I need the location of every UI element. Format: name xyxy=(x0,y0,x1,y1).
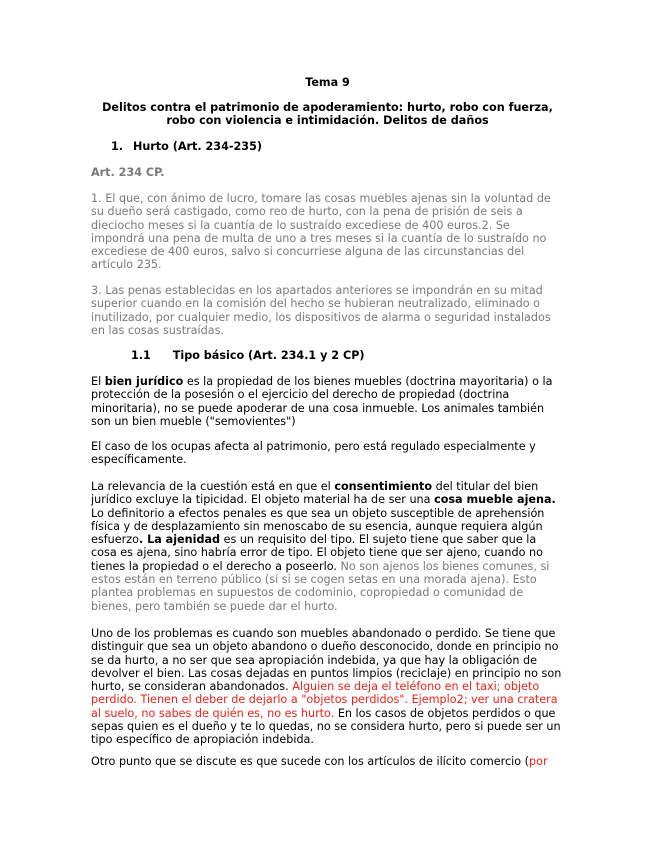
doc-subtitle-line2: robo con violencia e intimidación. Delitos de daños xyxy=(166,114,489,128)
red-example-text: Alguien se deja el teléfono en el taxi; objeto perdido. Tienen el deber de dejarlo a "objetos perdidos". Ejemplo2; ver una cratera al suelo, no sabes de quién es, no es hurto. xyxy=(91,680,558,720)
section-heading-1 xyxy=(111,140,262,154)
doc-subtitle-line1: Delitos contra el patrimonio de apoderamiento: hurto, robo con fuerza, xyxy=(102,101,553,114)
section-number: 1. xyxy=(111,140,124,153)
gray-text-run: No son ajenos los bienes comunes, si estos están en terreno público (sí si se cogen setas en una morada ajena). Esto plantea problemas en supuestos de codominio, copropiedad o comunidad de bienes, pero también se puede dar el hurto. xyxy=(91,559,550,613)
article-paragraph-1: 1. El que, con ánimo de lucro, tomare las cosas muebles ajenas sin la voluntad de su dueño será castigado, como reo de hurto, con la pena de prisión de seis a dieciocho meses si la cuantía de lo sustraído excediese de 400 euros.2. Se impondrá una pena de multa de uno a tres meses si la cuantía de lo sustraído no excediese de 400 euros, salvo si concurriese alguna de las circunstancias del artículo 235. xyxy=(91,192,551,272)
bold-term: ajenidad xyxy=(165,533,221,547)
bold-term: cosa mueble ajena. xyxy=(434,493,556,507)
text-run: es la propiedad de los bienes muebles (doctrina mayoritaria) o la protección de la posesión o el ejercicio del derecho de propiedad (doctrina minoritaria), no se puede apoderar de una cosa inmueble. Los animales también son un bien mueble ("semovientes") xyxy=(91,375,553,428)
doc-title: Tema 9 xyxy=(305,76,350,89)
paragraph-bien-juridico xyxy=(91,375,564,428)
paragraph-ilicito-comercio xyxy=(91,755,564,768)
paragraph-consentimiento xyxy=(91,480,564,613)
text-run: del titular del bien jurídico excluye la tipicidad. El objeto material ha de ser una xyxy=(91,480,539,507)
text-run: . La xyxy=(138,533,166,547)
text-run: es un requisito del tipo. El sujeto tiene que saber que la cosa es ajena, sino habría error de tipo. El objeto tiene que ser ajeno, cuando no tienes la propiedad o el derecho a poseerlo. xyxy=(91,533,543,573)
text-run: Otro punto que se discute es que sucede con los artículos de ilícito comercio ( xyxy=(91,755,529,768)
section-heading-1-1 xyxy=(131,349,365,363)
section-label: Hurto (Art. 234-235) xyxy=(132,140,262,153)
article-paragraph-3: 3. Las penas establecidas en los apartados anteriores se impondrán en su mitad superior cuando en la comisión del hecho se hubieran neutralizado, eliminado o inutilizado, por cualquier medio, los dispositivos de alarma o seguridad instalados en las cosas sustraídas. xyxy=(91,284,551,337)
paragraph-abandonados xyxy=(91,627,564,747)
section-label: Tipo básico (Art. 234.1 y 2 CP) xyxy=(172,349,365,362)
text-run: El xyxy=(91,375,105,388)
text-run: Uno de los problemas es cuando son muebles abandonado o perdido. Se tiene que distinguir que sea un objeto abandono o dueño desconocido, donde en principio no se da hurto, a no ser que sea apropiación indebida, ya que hay la obligación de devolver el bien. Las cosas dejadas en puntos limpios (reciclaje) en principio no son hurto, se consideran abandonados. xyxy=(91,627,562,694)
doc-subtitle xyxy=(86,101,569,128)
text-run: La relevancia de la cuestión está en que el xyxy=(91,480,335,493)
paragraph-ocupas: El caso de los ocupas afecta al patrimonio, pero está regulado especialmente y específicamente. xyxy=(91,440,536,467)
article-heading: Art. 234 CP. xyxy=(91,166,165,179)
section-number: 1.1 xyxy=(131,349,151,362)
text-run: En los casos de objetos perdidos o que sepas quien es el dueño y te lo quedas, no se considera hurto, pero si puede ser un tipo específico de apropiación indebida. xyxy=(91,706,561,747)
bold-term: bien jurídico xyxy=(104,375,184,388)
text-run: Lo definitorio a efectos penales es que sea un objeto susceptible de aprehensión física y de desplazamiento sin menoscabo de su esencia, aunque requiera algún esfuerzo xyxy=(91,506,545,547)
bold-term: consentimiento xyxy=(334,480,433,493)
red-example-text: por xyxy=(529,755,548,768)
